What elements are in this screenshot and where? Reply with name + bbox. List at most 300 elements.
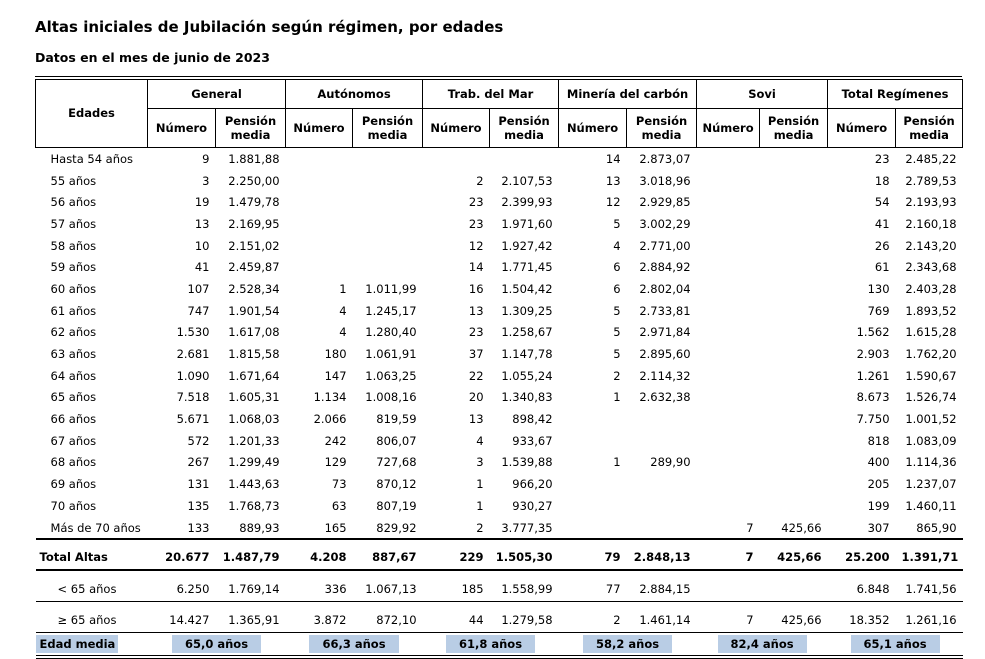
- cell: 6.250: [148, 570, 216, 602]
- cell: [760, 387, 828, 409]
- average-age-cell: [423, 633, 559, 658]
- cell: 44: [423, 602, 490, 633]
- row-label: 63 años: [50, 347, 97, 362]
- column-group-0: General: [148, 80, 286, 109]
- cell: 13: [468, 412, 484, 427]
- pensions-table-wrap: [35, 76, 962, 659]
- cell: 131: [187, 477, 210, 492]
- cell: 1.762,20: [905, 347, 957, 362]
- cell: [760, 170, 828, 192]
- cell: 930,27: [512, 498, 553, 513]
- cell: [697, 256, 760, 278]
- cell: 19: [194, 195, 210, 210]
- cell: 2.771,00: [639, 238, 691, 253]
- cell: [627, 430, 697, 452]
- cell: 2.873,07: [639, 151, 691, 166]
- cell: [353, 235, 423, 257]
- cell: 1.011,99: [365, 281, 417, 296]
- cell: 3.777,35: [490, 517, 559, 540]
- cell: 818: [867, 433, 890, 448]
- cell: 1.280,40: [365, 325, 417, 340]
- cell: 2.528,34: [228, 281, 280, 296]
- cell: 2.403,28: [905, 281, 957, 296]
- cell: 3: [476, 455, 484, 470]
- cell: 2.884,92: [639, 260, 691, 275]
- cell: 870,12: [376, 477, 417, 492]
- cell: [559, 495, 627, 517]
- row-label: 56 años: [50, 195, 97, 210]
- row-label: 64 años: [50, 368, 97, 383]
- cell: 2.971,84: [639, 325, 691, 340]
- cell: 14: [605, 151, 621, 166]
- cell: 23: [468, 216, 484, 231]
- cell: [760, 452, 828, 474]
- summary-row: [36, 570, 963, 602]
- table-row: [36, 300, 963, 322]
- cell: [559, 408, 627, 430]
- cell: 23: [874, 151, 890, 166]
- cell: 133: [148, 517, 216, 540]
- cell: 1.134: [313, 390, 347, 405]
- row-label: < 65 años: [36, 570, 148, 602]
- cell: [760, 343, 828, 365]
- cell: 1.068,03: [228, 412, 280, 427]
- average-value-highlight: 65,1 años: [851, 635, 940, 653]
- cell: 572: [187, 433, 210, 448]
- table-row: [36, 191, 963, 213]
- cell: 3.872: [286, 602, 353, 633]
- cell: 229: [423, 539, 490, 570]
- subheader-numero: Número: [148, 109, 216, 148]
- cell: 2.903: [856, 347, 890, 362]
- average-age-cell: [559, 633, 697, 658]
- cell: 4: [339, 303, 347, 318]
- cell: 1.067,13: [353, 570, 423, 602]
- cell: 1: [476, 477, 484, 492]
- cell: 1.768,73: [228, 498, 280, 513]
- cell: 25.200: [828, 539, 896, 570]
- row-label: 66 años: [50, 412, 97, 427]
- cell: [697, 365, 760, 387]
- cell: 727,68: [376, 455, 417, 470]
- cell: 5: [613, 303, 621, 318]
- cell: [760, 495, 828, 517]
- cell: 966,20: [512, 477, 553, 492]
- cell: 400: [867, 455, 890, 470]
- row-label: 68 años: [50, 455, 97, 470]
- cell: 6: [613, 260, 621, 275]
- row-label: Total Altas: [36, 539, 148, 570]
- cell: 336: [286, 570, 353, 602]
- cell: 2: [423, 517, 490, 540]
- cell: 14: [468, 260, 484, 275]
- cell: 1.008,16: [365, 390, 417, 405]
- cell: 2.143,20: [905, 238, 957, 253]
- cell: 41: [874, 216, 890, 231]
- cell: 1.261,16: [896, 602, 963, 633]
- cell: [697, 495, 760, 517]
- cell: 26: [874, 238, 890, 253]
- cell: 1.590,67: [905, 368, 957, 383]
- cell: [559, 473, 627, 495]
- cell: 3.018,96: [639, 173, 691, 188]
- cell: 1.530: [176, 325, 210, 340]
- cell: 1.279,58: [490, 602, 559, 633]
- cell: 54: [874, 195, 890, 210]
- cell: 1: [339, 281, 347, 296]
- cell: 289,90: [650, 455, 691, 470]
- cell: 2.169,95: [228, 216, 280, 231]
- cell: 1.061,91: [365, 347, 417, 362]
- cell: [760, 430, 828, 452]
- row-label: 69 años: [50, 477, 97, 492]
- cell: 425,66: [760, 517, 828, 540]
- cell: 10: [194, 238, 210, 253]
- cell: 242: [324, 433, 347, 448]
- cell: 425,66: [760, 602, 828, 633]
- average-age-row: [36, 633, 963, 658]
- cell: 8.673: [856, 390, 890, 405]
- cell: 4: [339, 325, 347, 340]
- cell: 2.160,18: [905, 216, 957, 231]
- cell: 13: [605, 173, 621, 188]
- column-group-4: Sovi: [697, 80, 828, 109]
- cell: 1.617,08: [228, 325, 280, 340]
- subheader-pension-media: Pensión media: [760, 109, 828, 148]
- cell: 1.771,45: [501, 260, 553, 275]
- cell: 1.605,31: [228, 390, 280, 405]
- cell: 1.504,42: [501, 281, 553, 296]
- cell: 9: [202, 151, 210, 166]
- cell: 1: [476, 498, 484, 513]
- cell: 769: [867, 303, 890, 318]
- cell: [559, 517, 627, 540]
- cell: 1.063,25: [365, 368, 417, 383]
- table-row: [36, 387, 963, 409]
- cell: 806,07: [376, 433, 417, 448]
- cell: [760, 278, 828, 300]
- cell: 16: [468, 281, 484, 296]
- cell: 1.505,30: [490, 539, 559, 570]
- cell: 1.815,58: [228, 347, 280, 362]
- subheader-numero: Número: [828, 109, 896, 148]
- cell: [697, 148, 760, 170]
- table-row: [36, 452, 963, 474]
- cell: 2.193,93: [905, 195, 957, 210]
- cell: 4: [613, 238, 621, 253]
- cell: 872,10: [353, 602, 423, 633]
- cell: 933,67: [512, 433, 553, 448]
- row-label: [36, 633, 148, 658]
- row-label: 67 años: [50, 433, 97, 448]
- cell: 1.461,14: [627, 602, 697, 633]
- cell: 1.927,42: [501, 238, 553, 253]
- table-row: [36, 322, 963, 344]
- table-row: [36, 235, 963, 257]
- cell: 41: [194, 260, 210, 275]
- cell: 3: [202, 173, 210, 188]
- cell: 1.261: [856, 368, 890, 383]
- column-header-edades: Edades: [36, 80, 148, 148]
- cell: 147: [324, 368, 347, 383]
- average-value-highlight: 66,3 años: [309, 635, 398, 653]
- cell: 1.083,09: [905, 433, 957, 448]
- cell: 2.632,38: [639, 390, 691, 405]
- cell: 1: [613, 390, 621, 405]
- cell: [353, 170, 423, 192]
- cell: 20.677: [148, 539, 216, 570]
- cell: [697, 278, 760, 300]
- cell: [353, 213, 423, 235]
- table-row: [36, 473, 963, 495]
- cell: 12: [468, 238, 484, 253]
- cell: 307: [828, 517, 896, 540]
- row-label: 65 años: [50, 390, 97, 405]
- cell: 1.487,79: [216, 539, 286, 570]
- row-label: 59 años: [50, 260, 97, 275]
- cell: 1.526,74: [905, 390, 957, 405]
- cell: 2.151,02: [228, 238, 280, 253]
- cell: 2.681: [176, 347, 210, 362]
- cell: 7: [697, 517, 760, 540]
- cell: 199: [867, 498, 890, 513]
- cell: 7.518: [176, 390, 210, 405]
- cell: 18: [874, 173, 890, 188]
- cell: [697, 235, 760, 257]
- table-row: [36, 256, 963, 278]
- row-label: 61 años: [50, 303, 97, 318]
- column-group-5: Total Regímenes: [828, 80, 963, 109]
- cell: 2.884,15: [627, 570, 697, 602]
- cell: 1.901,54: [228, 303, 280, 318]
- cell: [697, 387, 760, 409]
- cell: 79: [559, 539, 627, 570]
- cell: 12: [605, 195, 621, 210]
- cell: 1.479,78: [228, 195, 280, 210]
- cell: 2: [559, 602, 627, 633]
- total-row: [36, 539, 963, 570]
- subheader-pension-media: Pensión media: [627, 109, 697, 148]
- subheader-numero: Número: [423, 109, 490, 148]
- cell: [697, 213, 760, 235]
- cell: 61: [874, 260, 890, 275]
- cell: 2.250,00: [228, 173, 280, 188]
- subheader-numero: Número: [286, 109, 353, 148]
- cell: [286, 170, 353, 192]
- cell: 1.562: [856, 325, 890, 340]
- cell: [760, 300, 828, 322]
- subheader-pension-media: Pensión media: [353, 109, 423, 148]
- table-row: [36, 148, 963, 170]
- row-label: 57 años: [50, 216, 97, 231]
- cell: [627, 495, 697, 517]
- cell: [697, 191, 760, 213]
- average-age-cell: [148, 633, 286, 658]
- average-label-highlight: Edad media: [36, 635, 118, 653]
- average-age-cell: [828, 633, 963, 658]
- cell: 1.258,67: [501, 325, 553, 340]
- column-group-2: Trab. del Mar: [423, 80, 559, 109]
- cell: 4: [476, 433, 484, 448]
- cell: 2.802,04: [639, 281, 691, 296]
- cell: 1.001,52: [905, 412, 957, 427]
- row-label: 60 años: [50, 281, 97, 296]
- row-label: Más de 70 años: [36, 517, 148, 540]
- column-group-3: Minería del carbón: [559, 80, 697, 109]
- cell: 5: [613, 325, 621, 340]
- row-label: 55 años: [50, 173, 97, 188]
- cell: 20: [468, 390, 484, 405]
- cell: 5: [613, 347, 621, 362]
- summary-row: [36, 602, 963, 633]
- cell: 267: [187, 455, 210, 470]
- cell: 1.309,25: [501, 303, 553, 318]
- cell: 1.443,63: [228, 477, 280, 492]
- cell: 6.848: [828, 570, 896, 602]
- cell: 1: [613, 455, 621, 470]
- cell: 37: [468, 347, 484, 362]
- cell: [697, 322, 760, 344]
- average-age-cell: [697, 633, 828, 658]
- cell: 13: [194, 216, 210, 231]
- cell: 1.741,56: [896, 570, 963, 602]
- cell: 1.299,49: [228, 455, 280, 470]
- average-value-highlight: 82,4 años: [718, 635, 807, 653]
- cell: [286, 191, 353, 213]
- cell: 5: [613, 216, 621, 231]
- cell: 1.539,88: [501, 455, 553, 470]
- cell: 1.881,88: [228, 151, 280, 166]
- cell: 4.208: [286, 539, 353, 570]
- cell: 135: [187, 498, 210, 513]
- row-label: Hasta 54 años: [50, 151, 134, 166]
- cell: 1.147,78: [501, 347, 553, 362]
- cell: [353, 191, 423, 213]
- cell: 6: [613, 281, 621, 296]
- cell: [353, 148, 423, 170]
- cell: 185: [423, 570, 490, 602]
- cell: [627, 408, 697, 430]
- cell: [627, 517, 697, 540]
- table-row: [36, 278, 963, 300]
- average-age-cell: [286, 633, 423, 658]
- cell: 807,19: [376, 498, 417, 513]
- cell: [423, 148, 490, 170]
- cell: 1.055,24: [501, 368, 553, 383]
- cell: 1.245,17: [365, 303, 417, 318]
- table-row: [36, 408, 963, 430]
- cell: [760, 235, 828, 257]
- cell: 3.002,29: [639, 216, 691, 231]
- cell: [286, 235, 353, 257]
- cell: [697, 343, 760, 365]
- cell: 13: [468, 303, 484, 318]
- subheader-pension-media: Pensión media: [216, 109, 286, 148]
- cell: 77: [559, 570, 627, 602]
- cell: 22: [468, 368, 484, 383]
- cell: 180: [324, 347, 347, 362]
- cell: 1.615,28: [905, 325, 957, 340]
- table-header: [36, 80, 963, 148]
- cell: 1.769,14: [216, 570, 286, 602]
- cell: 425,66: [760, 539, 828, 570]
- cell: 7: [697, 539, 760, 570]
- cell: [286, 148, 353, 170]
- subheader-numero: Número: [559, 109, 627, 148]
- cell: 2.066: [313, 412, 347, 427]
- cell: [760, 473, 828, 495]
- cell: 2.733,81: [639, 303, 691, 318]
- cell: 1.237,07: [905, 477, 957, 492]
- cell: [559, 430, 627, 452]
- cell: 1.201,33: [228, 433, 280, 448]
- table-row: [36, 343, 963, 365]
- cell: 7.750: [856, 412, 890, 427]
- row-label: ≥ 65 años: [36, 602, 148, 633]
- page-title: Altas iniciales de Jubilación según régimen, por edades: [35, 18, 504, 36]
- cell: 819,59: [376, 412, 417, 427]
- average-value-highlight: 61,8 años: [446, 635, 535, 653]
- pensions-table: [35, 79, 963, 659]
- cell: 2.114,32: [639, 368, 691, 383]
- cell: 107: [187, 281, 210, 296]
- cell: 1.893,52: [905, 303, 957, 318]
- cell: [697, 408, 760, 430]
- cell: 2: [613, 368, 621, 383]
- cell: 898,42: [512, 412, 553, 427]
- row-label: 70 años: [50, 498, 97, 513]
- cell: [697, 300, 760, 322]
- cell: 1.971,60: [501, 216, 553, 231]
- column-group-1: Autónomos: [286, 80, 423, 109]
- cell: 1.090: [176, 368, 210, 383]
- cell: 2.485,22: [905, 151, 957, 166]
- cell: [286, 213, 353, 235]
- cell: [697, 570, 760, 602]
- cell: [697, 473, 760, 495]
- cell: 2.895,60: [639, 347, 691, 362]
- cell: [760, 191, 828, 213]
- cell: 1.558,99: [490, 570, 559, 602]
- cell: 1.114,36: [905, 455, 957, 470]
- average-value-highlight: 58,2 años: [583, 635, 672, 653]
- cell: 130: [867, 281, 890, 296]
- cell: [760, 408, 828, 430]
- subheader-numero: Número: [697, 109, 760, 148]
- cell: 165: [286, 517, 353, 540]
- cell: 205: [867, 477, 890, 492]
- page-subtitle: Datos en el mes de junio de 2023: [35, 50, 270, 65]
- cell: 887,67: [353, 539, 423, 570]
- average-value-highlight: 65,0 años: [172, 635, 261, 653]
- cell: 2.343,68: [905, 260, 957, 275]
- cell: 1.391,71: [896, 539, 963, 570]
- cell: 7: [697, 602, 760, 633]
- cell: 2: [476, 173, 484, 188]
- cell: [286, 256, 353, 278]
- cell: [697, 170, 760, 192]
- cell: [760, 570, 828, 602]
- table-row: [36, 495, 963, 517]
- cell: 73: [331, 477, 347, 492]
- subheader-pension-media: Pensión media: [896, 109, 963, 148]
- cell: 2.107,53: [501, 173, 553, 188]
- cell: 63: [331, 498, 347, 513]
- row-label: 58 años: [50, 238, 97, 253]
- table-row: [36, 430, 963, 452]
- row-label: 62 años: [50, 325, 97, 340]
- table-row: [36, 170, 963, 192]
